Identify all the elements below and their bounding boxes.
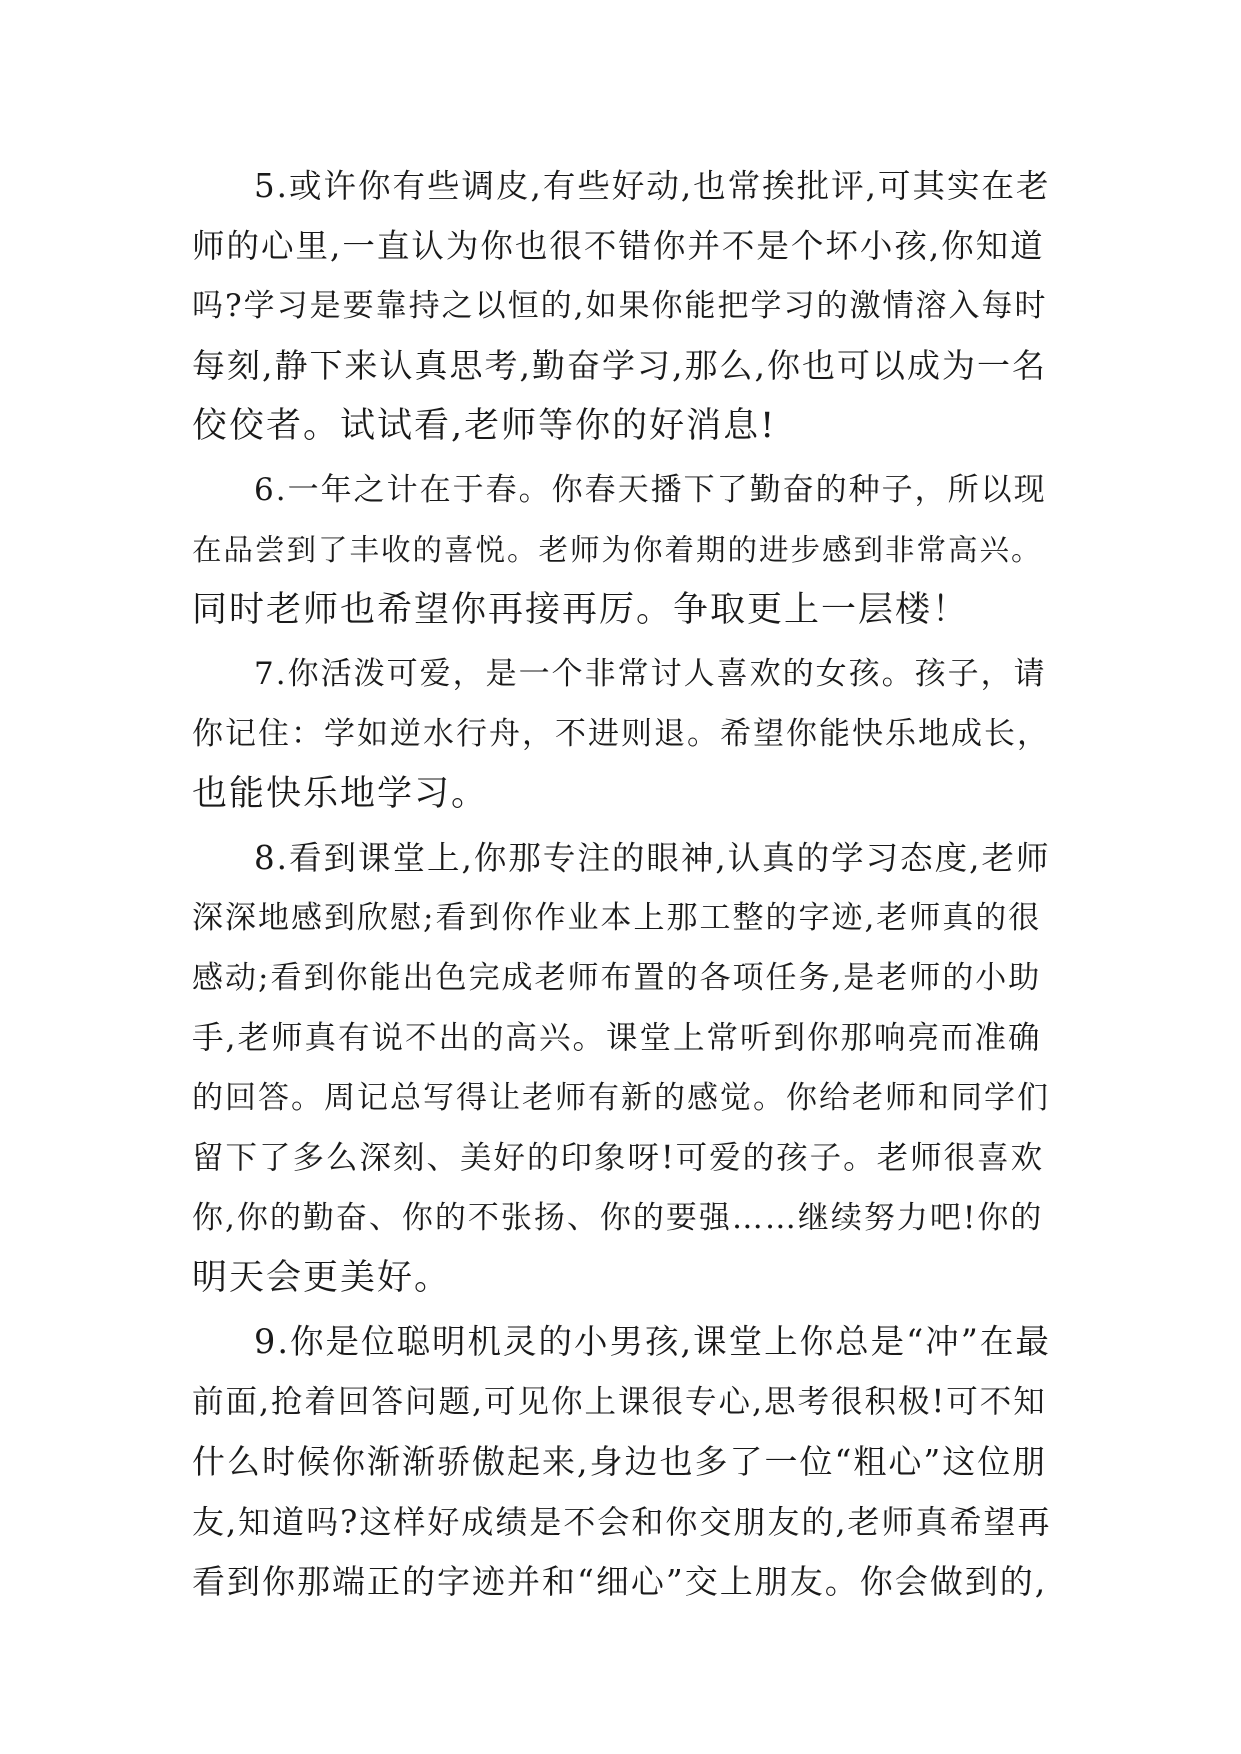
paragraph-line: 7.你活泼可爱，是一个非常讨人喜欢的女孩。孩子，请 (254, 656, 1047, 692)
paragraph-6 (192, 460, 1052, 640)
paragraph-7 (192, 644, 1052, 824)
paragraph-line: 在品尝到了丰收的喜悦。老师为你着期的进步感到非常高兴。 (192, 533, 1043, 567)
paragraph-line: 吗?学习是要靠持之以恒的,如果你能把学习的激情溶入每时 (192, 288, 1048, 324)
paragraph-line: 留下了多么深刻、美好的印象呀!可爱的孩子。老师很喜欢 (192, 1140, 1045, 1176)
paragraph-line: 你记住：学如逆水行舟，不进则退。希望你能快乐地成长， (192, 716, 1050, 752)
paragraph-line: 8.看到课堂上,你那专注的眼神,认真的学习态度,老师 (254, 839, 1051, 877)
paragraph-line: 你,你的勤奋、你的不张扬、你的要强……继续努力吧!你的 (192, 1200, 1044, 1236)
paragraph-line: 佼佼者。试试看,老师等你的好消息! (192, 406, 777, 446)
paragraph-line: 6.一年之计在于春。你春天播下了勤奋的种子，所以现 (254, 472, 1047, 508)
paragraph-line: 深深地感到欣慰;看到你作业本上那工整的字迹,老师真的很 (192, 900, 1042, 936)
paragraph-line: 每刻,静下来认真思考,勤奋学习,那么,你也可以成为一名 (192, 346, 1047, 385)
paragraph-line: 9.你是位聪明机灵的小男孩,课堂上你总是“冲”在最 (254, 1322, 1051, 1361)
paragraph-line: 感动;看到你能出色完成老师布置的各项任务,是老师的小助 (192, 960, 1042, 996)
paragraph-line: 前面,抢着回答问题,可见你上课很专心,思考很积极!可不知 (192, 1384, 1047, 1420)
paragraph-line: 5.或许你有些调皮,有些好动,也常挨批评,可其实在老 (254, 167, 1051, 205)
paragraph-8 (192, 828, 1052, 1308)
document-body (192, 156, 1052, 1612)
paragraph-line: 的回答。周记总写得让老师有新的感觉。你给老师和同学们 (192, 1080, 1050, 1116)
paragraph-line: 师的心里,一直认为你也很不错你并不是个坏小孩,你知道 (192, 227, 1045, 265)
paragraph-line: 也能快乐地学习。 (192, 774, 489, 814)
paragraph-line: 什么时候你渐渐骄傲起来,身边也多了一位“粗心”这位朋 (192, 1442, 1048, 1481)
paragraph-line: 明天会更美好。 (192, 1258, 452, 1298)
paragraph-5 (192, 156, 1052, 456)
paragraph-line: 手,老师真有说不出的高兴。课堂上常听到你那响亮而准确 (192, 1020, 1042, 1056)
paragraph-line: 友,知道吗?这样好成绩是不会和你交朋友的,老师真希望再 (192, 1503, 1052, 1541)
paragraph-9 (192, 1312, 1052, 1612)
paragraph-line: 看到你那端正的字迹并和“细心”交上朋友。你会做到的, (192, 1562, 1048, 1601)
paragraph-line: 同时老师也希望你再接再厉。争取更上一层楼！ (192, 590, 970, 630)
